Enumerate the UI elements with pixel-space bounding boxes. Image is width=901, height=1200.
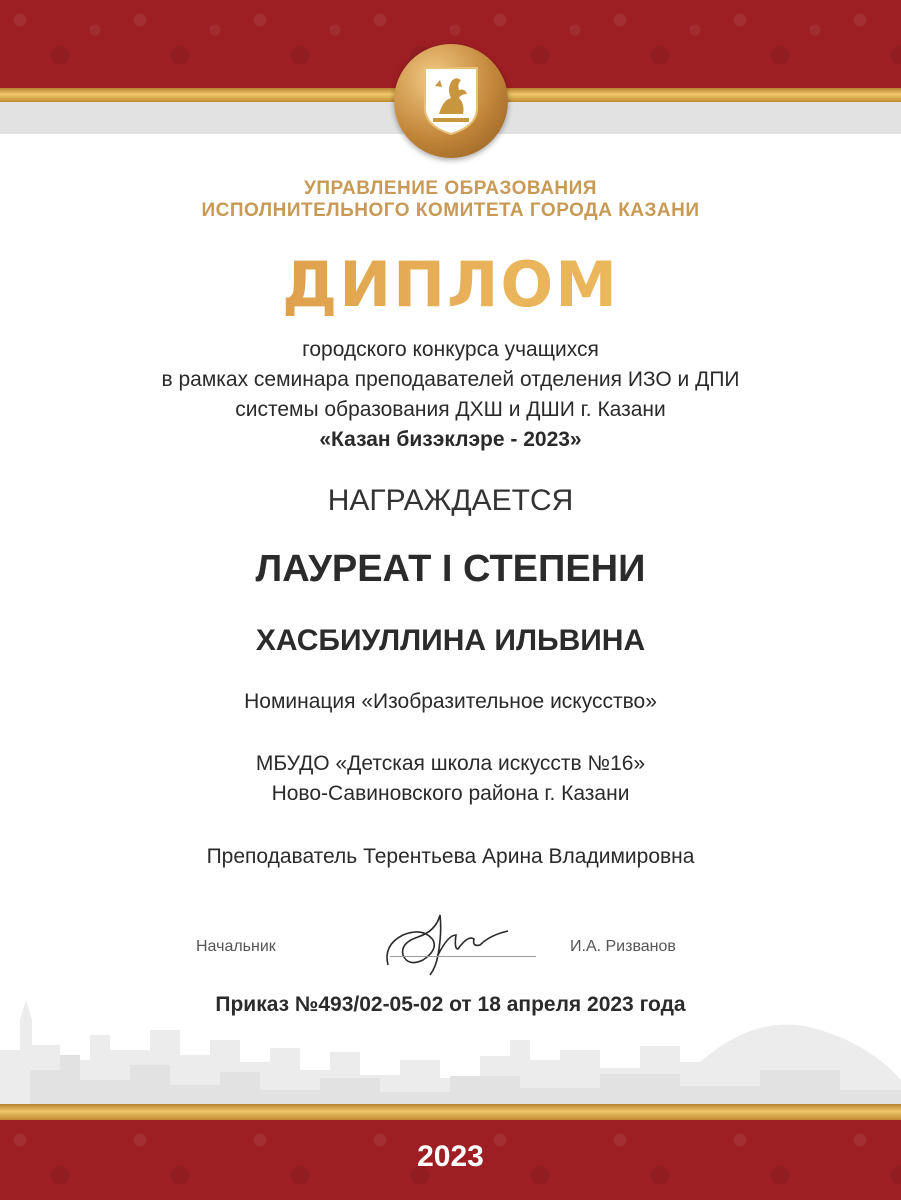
nomination: Номинация «Изобразительное искусство» bbox=[244, 690, 657, 713]
contest-name: «Казан бизэклэре - 2023» bbox=[319, 428, 582, 451]
org-title-line2: ИСПОЛНИТЕЛЬНОГО КОМИТЕТА ГОРОДА КАЗАНИ bbox=[201, 200, 700, 221]
signature-line bbox=[390, 956, 536, 957]
bottom-gold-stripe bbox=[0, 1104, 901, 1120]
signatory-name: И.А. Ризванов bbox=[570, 938, 676, 955]
school-line1: МБУДО «Детская школа искусств №16» bbox=[255, 752, 646, 775]
recipient-name: ХАСБИУЛЛИНА ИЛЬВИНА bbox=[255, 624, 646, 657]
signature-image bbox=[378, 905, 528, 985]
contest-description-line1: городского конкурса учащихся bbox=[302, 338, 599, 361]
kazan-coat-of-arms-icon bbox=[421, 64, 481, 136]
signatory-title: Начальник bbox=[196, 938, 276, 955]
contest-description-line2: в рамках семинара преподавателей отделения ИЗО и ДПИ bbox=[161, 368, 740, 391]
order-reference: Приказ №493/02-05-02 от 18 апреля 2023 года bbox=[215, 993, 686, 1016]
footer-year: 2023 bbox=[417, 1140, 484, 1173]
diploma-title: ДИПЛОМ bbox=[0, 248, 901, 321]
award-degree: ЛАУРЕАТ I СТЕПЕНИ bbox=[255, 548, 646, 590]
teacher: Преподаватель Терентьева Арина Владимировна bbox=[206, 845, 695, 868]
school-line2: Ново-Савиновского района г. Казани bbox=[271, 782, 630, 805]
awarded-heading: НАГРАЖДАЕТСЯ bbox=[327, 484, 574, 517]
org-title-line1: УПРАВЛЕНИЕ ОБРАЗОВАНИЯ bbox=[304, 178, 597, 199]
contest-description-line3: системы образования ДХШ и ДШИ г. Казани bbox=[235, 398, 666, 421]
